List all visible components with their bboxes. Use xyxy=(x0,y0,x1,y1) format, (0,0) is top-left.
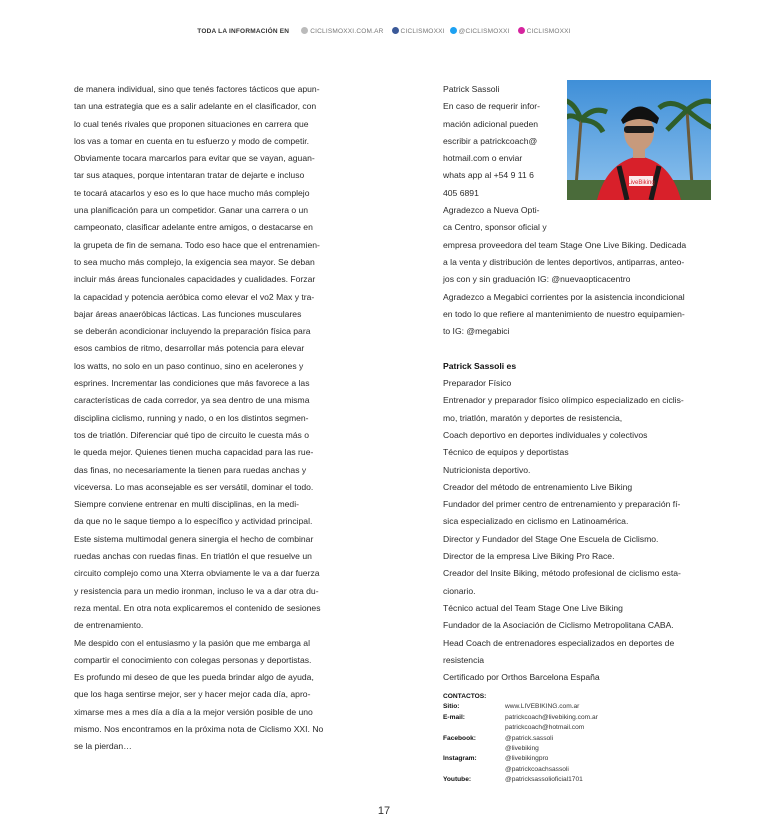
header-facebook[interactable]: CICLISMOXXI xyxy=(400,28,445,35)
text-line: En caso de requerir infor- xyxy=(443,101,540,112)
text-line: esprines. Incrementar las condiciones que más favorece a las xyxy=(74,378,310,389)
text-line: sica especializado en ciclismo en Latinoamérica. xyxy=(443,516,629,527)
text-line: lo cual tenés rivales que proponen situaciones en carrera que xyxy=(74,118,309,129)
text-line: los vas a tomar en cuenta en tu esfuerzo y modo de competir. xyxy=(74,135,310,146)
text-line: Nutricionista deportivo. xyxy=(443,464,531,475)
text-line: Este sistema multimodal genera sinergia el hecho de combinar xyxy=(74,533,314,544)
text-line: Creador del método de entrenamiento Live Biking xyxy=(443,481,633,492)
spacer xyxy=(443,340,711,357)
text-line: ruedas anchas con ruedas finas. En triatlón el que resuelve un xyxy=(74,551,312,562)
contact-value[interactable]: @patrickcoachsassoli xyxy=(505,765,569,773)
contact-value[interactable]: @patricksassolioficial1701 xyxy=(505,776,583,784)
contact-row xyxy=(443,702,598,712)
text-line: ca Centro, sponsor oficial y xyxy=(443,222,547,233)
header-lead: TODA LA INFORMACIÓN EN xyxy=(197,28,290,35)
text-line: da que no le saque tiempo a lo específico y actividad principal. xyxy=(74,516,313,527)
contact-row xyxy=(443,734,598,744)
text-line: campeonato, clasificar adelante entre amigos, o destacarse en xyxy=(74,222,313,233)
jersey-text: LiveBiking xyxy=(627,180,655,186)
contacts-block xyxy=(443,692,598,786)
contact-row xyxy=(443,765,598,775)
text-line: bajar áreas anaeróbicas lácticas. Las funciones musculares xyxy=(74,308,302,319)
contact-value[interactable]: @patrick.sassoli xyxy=(505,734,554,742)
text-line: los watts, no solo en un paso continuo, sino en acelerones y xyxy=(74,360,304,371)
text-line: Entrenador y preparador físico olímpico especializado en ciclis- xyxy=(443,395,684,406)
contact-key: Sitio: xyxy=(443,703,460,711)
text-line: a la venta y distribución de lentes deportivos, antiparras, anteo- xyxy=(443,256,685,267)
contact-value[interactable]: www.LIVEBIKING.com.ar xyxy=(505,703,580,711)
text-line: le queda mejor. Quienes tienen mucha capacidad para las rue- xyxy=(74,447,314,458)
contact-key: Instagram: xyxy=(443,755,477,763)
text-line: 405 6891 xyxy=(443,187,479,198)
left-column xyxy=(74,81,346,756)
text-line: Fundador de la Asociación de Ciclismo Metropolitana CABA. xyxy=(443,620,674,631)
contacts-title: CONTACTOS: xyxy=(443,693,487,700)
text-line: Patrick Sassoli xyxy=(443,84,500,94)
contact-key xyxy=(443,744,505,754)
text-line: la capacidad y potencia aeróbica como elevar el vo2 Max y tra- xyxy=(74,291,315,302)
text-line: resistencia xyxy=(443,654,485,665)
text-line: Agradezco a Nueva Opti- xyxy=(443,205,540,216)
contact-value[interactable]: @livebikingpro xyxy=(505,755,549,763)
page-header xyxy=(0,27,768,35)
text-line: Creador del Insite Biking, método profesional de ciclismo esta- xyxy=(443,568,681,579)
text-line: Director y Fundador del Stage One Escuela de Ciclismo. xyxy=(443,533,659,544)
text-line: Fundador del primer centro de entrenamiento y preparación fí- xyxy=(443,499,681,510)
text-line: Preparador Físico xyxy=(443,378,512,389)
text-line: la grupeta de fin de semana. Todo eso hace que el entrenamien- xyxy=(74,239,320,250)
contact-key: Youtube: xyxy=(443,776,472,784)
text-line: Director de la empresa Live Biking Pro Race. xyxy=(443,551,615,562)
text-line: características de cada corredor, ya sea dentro de una misma xyxy=(74,395,310,406)
text-line: cionario. xyxy=(443,585,476,596)
text-line: compartir el conocimiento con colegas personas y deportistas. xyxy=(74,654,312,665)
text-line: Siempre conviene entrenar en multi disciplinas, en la medi- xyxy=(74,499,299,510)
instagram-icon xyxy=(518,27,525,34)
header-site[interactable]: CICLISMOXXI.COM.AR xyxy=(310,28,384,35)
contact-key xyxy=(443,765,505,775)
contact-key: Facebook: xyxy=(443,734,476,742)
text-line: mación adicional pueden xyxy=(443,118,539,129)
text-line: y resistencia para un medio ironman, incluso le va a dar otra du- xyxy=(74,585,319,596)
text-line: tan una estrategia que es a salir adelante en el clasificador, con xyxy=(74,101,317,112)
page-number: 17 xyxy=(377,805,391,817)
text-line: Técnico actual del Team Stage One Live Biking xyxy=(443,602,623,613)
text-line: Técnico de equipos y deportistas xyxy=(443,447,569,458)
text-line: circuito complejo como una Xterra obviamente le va a dar fuerza xyxy=(74,568,320,579)
thanks-text xyxy=(443,237,711,341)
left-column-text xyxy=(74,81,346,756)
text-line: tar sus ataques, porque intentaran tratar de dejarte e incluso xyxy=(74,170,305,181)
text-line: incluir más áreas funcionales capacidades y cualidades. Forzar xyxy=(74,274,316,285)
text-line: jos con y sin graduación IG: @nuevaopticacentro xyxy=(443,274,631,285)
text-line: Es profundo mi deseo de que les pueda brindar algo de ayuda, xyxy=(74,672,314,683)
text-line: mismo. Nos encontramos en la próxima nota de Ciclismo XXI. No xyxy=(74,723,324,734)
contact-key xyxy=(443,723,505,733)
text-line: Head Coach de entrenadores especializados en deportes de xyxy=(443,637,675,648)
text-line: Certificado por Orthos Barcelona España xyxy=(443,672,600,683)
contact-row xyxy=(443,744,598,754)
text-line: hotmail.com o enviar xyxy=(443,153,523,164)
text-line: to IG: @megabici xyxy=(443,326,510,337)
text-line: que los haga sentirse mejor, ser y hacer mejor cada día, apro- xyxy=(74,689,311,700)
text-line: to sea mucho más complejo, la exigencia sea mayor. Se deban xyxy=(74,256,315,267)
text-line: de manera individual, sino que tenés factores tácticos que apun- xyxy=(74,84,320,94)
bio-title: Patrick Sassoli es xyxy=(443,360,517,371)
text-line: se la pierdan… xyxy=(74,741,132,752)
text-line: tos de triatlón. Diferenciar qué tipo de circuito le cuesta más o xyxy=(74,429,310,440)
bio-list xyxy=(443,375,711,686)
header-twitter[interactable]: @CICLISMOXXI xyxy=(458,28,510,35)
text-line: se deberán acondicionar incluyendo la preparación física para xyxy=(74,326,311,337)
contact-row xyxy=(443,723,598,733)
contact-value[interactable]: @livebiking xyxy=(505,745,539,753)
text-line: una planificación para un competidor. Ganar una carrera o un xyxy=(74,205,309,216)
text-line: escribir a patrickcoach@ xyxy=(443,135,538,146)
text-line: disciplina ciclismo, running y nado, o en los distintos segmen- xyxy=(74,412,309,423)
contact-row xyxy=(443,775,598,785)
twitter-icon xyxy=(450,27,457,34)
contact-value[interactable]: patrickcoach@livebiking.com.ar xyxy=(505,713,598,721)
text-line: Me despido con el entusiasmo y la pasión que me embarga al xyxy=(74,637,310,648)
text-line: viceversa. Lo mas aconsejable es ser versátil, dominar el todo. xyxy=(74,481,314,492)
text-line: esos cambios de ritmo, desarrollar más potencia para elevar xyxy=(74,343,305,354)
text-line: de entrenamiento. xyxy=(74,620,144,631)
text-line: Agradezco a Megabici corrientes por la asistencia incondicional xyxy=(443,291,685,302)
globe-icon xyxy=(301,27,308,34)
cyclist-photo-icon xyxy=(567,80,711,200)
header-instagram[interactable]: CICLISMOXXI xyxy=(526,28,571,35)
text-line: Coach deportivo en deportes individuales y colectivos xyxy=(443,429,648,440)
text-line: en todo lo que refiere al mantenimiento de nuestro equipamien- xyxy=(443,308,685,319)
text-line: empresa proveedora del team Stage One Live Biking. Dedicada xyxy=(443,239,687,250)
contact-row xyxy=(443,713,598,723)
text-line: Obviamente tocara marcarlos para evitar que se vayan, aguan- xyxy=(74,153,315,164)
text-line: ximarse mes a mes día a día a la mejor versión posible de uno xyxy=(74,706,313,717)
contact-row xyxy=(443,754,598,764)
contact-key: E-mail: xyxy=(443,713,465,721)
text-line: whats app al +54 9 11 6 xyxy=(443,170,534,181)
facebook-icon xyxy=(392,27,399,34)
author-photo xyxy=(567,80,711,200)
text-line: mo, triatlón, maratón y deportes de resistencia, xyxy=(443,412,623,423)
contact-value[interactable]: patrickcoach@hotmail.com xyxy=(505,724,585,732)
text-line: das finas, no necesariamente la tienen para ruedas anchas y xyxy=(74,464,307,475)
text-line: reza mental. En otra nota explicaremos el contenido de sesiones xyxy=(74,602,321,613)
text-line: te tocará atacarlos y eso es lo que hace mucho más complejo xyxy=(74,187,310,198)
